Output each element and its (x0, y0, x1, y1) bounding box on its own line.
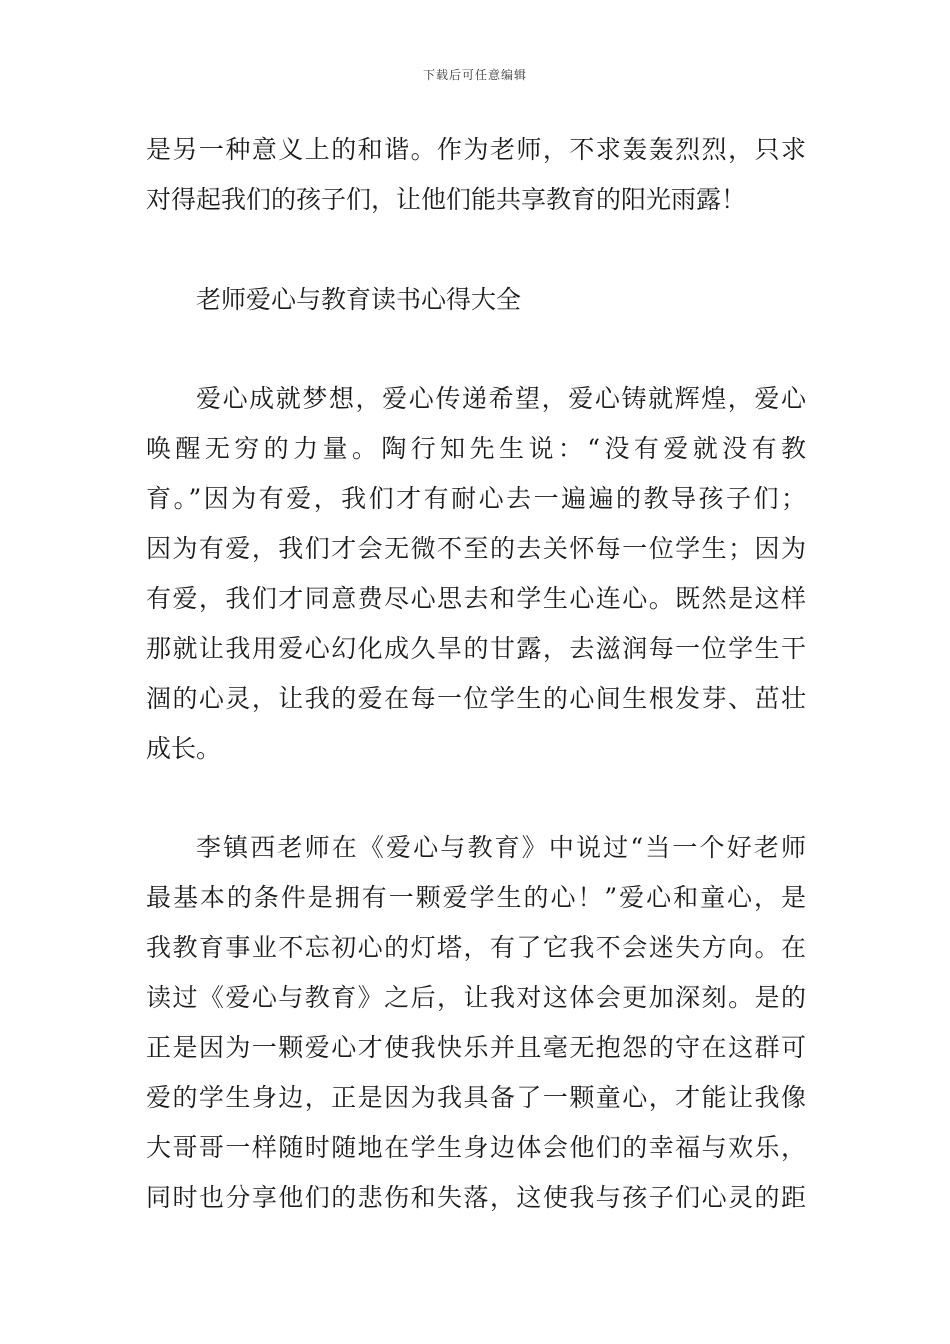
text-line: 有爱，我们才同意费尽心思去和学生心连心。既然是这样 (146, 584, 806, 613)
text-line: 读过《爱心与教育》之后，让我对这体会更加深刻。是的 (146, 983, 806, 1012)
text-line: 对得起我们的孩子们，让他们能共享教育的阳光雨露！ (146, 185, 747, 214)
header-note: 下载后可任意编辑 (422, 68, 527, 82)
text-line: 因为有爱，我们才会无微不至的去关怀每一位学生；因为 (146, 534, 806, 563)
text-line: 是另一种意义上的和谐。作为老师，不求轰轰烈烈，只求 (146, 135, 806, 164)
text-line: 我教育事业不忘初心的灯塔，有了它我不会迷失方向。在 (146, 933, 806, 962)
text-line: 大哥哥一样随时随地在学生身边体会他们的幸福与欢乐， (146, 1133, 806, 1162)
text-line: 涸的心灵，让我的爱在每一位学生的心间生根发芽、茁壮 (146, 684, 806, 713)
text-line: 最基本的条件是拥有一颗爱学生的心！”爱心和童心，是 (146, 883, 806, 912)
text-line: 爱心成就梦想，爱心传递希望，爱心铸就辉煌，爱心 (196, 384, 806, 413)
text-line: 李镇西老师在《爱心与教育》中说过“当一个好老师 (196, 833, 806, 862)
text-line: 那就让我用爱心幻化成久旱的甘露，去滋润每一位学生干 (146, 634, 806, 663)
text-line: 唤醒无穷的力量。陶行知先生说：“没有爱就没有教 (146, 434, 806, 463)
text-line: 同时也分享他们的悲伤和失落，这使我与孩子们心灵的距 (146, 1183, 806, 1212)
text-line: 正是因为一颗爱心才使我快乐并且毫无抱怨的守在这群可 (146, 1033, 806, 1062)
text-line: 爱的学生身边，正是因为我具备了一颗童心，才能让我像 (146, 1083, 806, 1112)
text-line: 成长。 (146, 734, 222, 763)
text-line: 育。”因为有爱，我们才有耐心去一遍遍的教导孩子们； (146, 484, 806, 513)
section-heading: 老师爱心与教育读书心得大全 (196, 285, 522, 314)
